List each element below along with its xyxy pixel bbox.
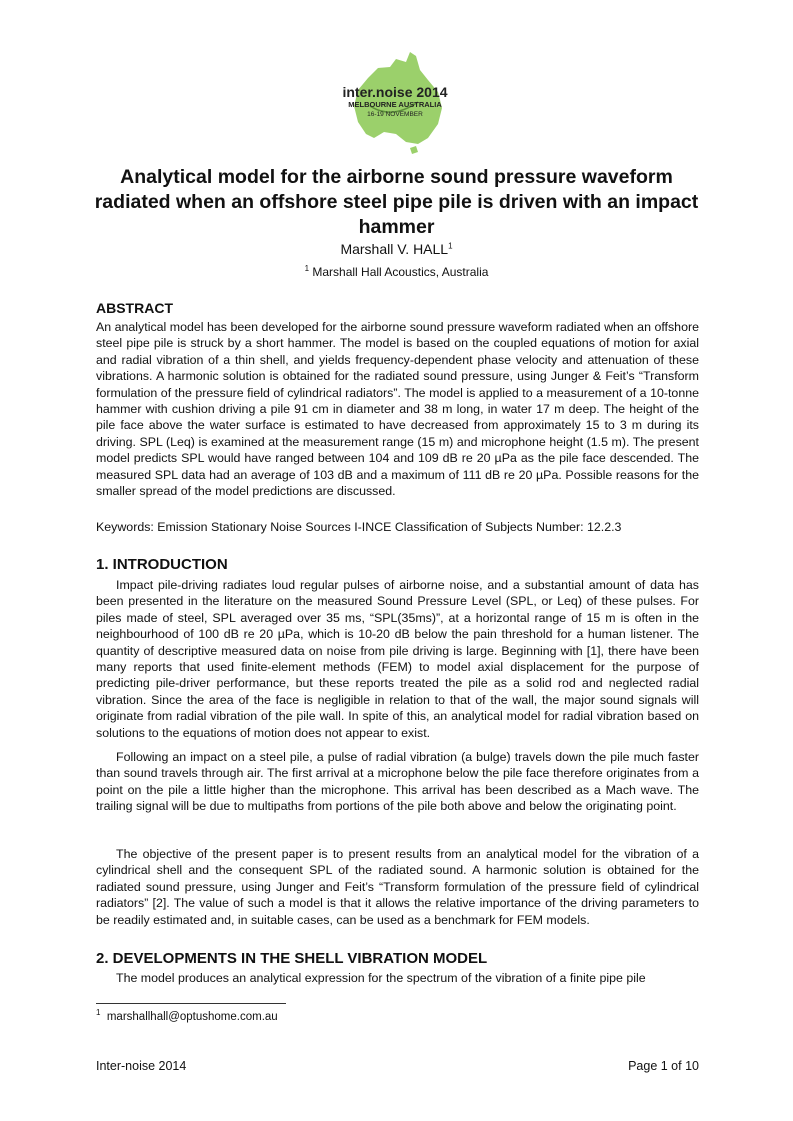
footnote-divider bbox=[96, 1003, 286, 1004]
logo-location-text: MELBOURNE AUSTRALIA bbox=[348, 100, 442, 109]
section-heading-developments: 2. DEVELOPMENTS IN THE SHELL VIBRATION MODEL bbox=[96, 950, 488, 967]
section2-paragraph: The model produces an analytical expression for the spectrum of the vibration of a finite pipe pile bbox=[116, 971, 646, 985]
footer-page-number: Page 1 of 10 bbox=[628, 1059, 699, 1073]
affiliation-superscript: 1 bbox=[304, 264, 310, 273]
australia-map-logo bbox=[330, 40, 460, 165]
affiliation-text: Marshall Hall Acoustics, Australia bbox=[312, 265, 489, 279]
tasmania-shape-icon bbox=[410, 146, 418, 154]
footnote-email-link[interactable]: marshallhall@optushome.com.au bbox=[106, 1011, 278, 1023]
logo-event-text: inter.noise 2014 bbox=[342, 84, 448, 100]
conference-logo bbox=[330, 40, 460, 165]
affiliation-line bbox=[0, 265, 793, 279]
intro-paragraph: Following an impact on a steel pile, a pulse of radial vibration (a bulge) travels down the pile much faster than sound travels through air. The first arrival at a microphone below the pile face therefore originates from a point on the pile a little higher than the microphone. This arrival has been described as a Mach wave. The trailing signal will be due to multipaths from portions of the pile both above and below the originating point. bbox=[96, 750, 699, 814]
keywords: Keywords: Emission Stationary Noise Sources I-INCE Classification of Subjects Number: 12.2.3 bbox=[96, 520, 622, 534]
abstract-heading: ABSTRACT bbox=[96, 300, 173, 316]
author-line bbox=[0, 241, 793, 257]
logo-dates-text: 16-19 NOVEMBER bbox=[367, 111, 423, 118]
author-superscript: 1 bbox=[448, 241, 453, 251]
section-heading-introduction: 1. INTRODUCTION bbox=[96, 556, 228, 573]
paper-title: Analytical model for the airborne sound pressure waveform radiated when an offshore steel pipe pile is driven with an impact hammer bbox=[94, 166, 699, 238]
intro-paragraph: Impact pile-driving radiates loud regular pulses of airborne noise, and a substantial amount of data has been presented in the literature on the measured Sound Pressure Level (SPL, or Leq) of these pulses. For piles made of steel, SPL averaged over 35 ms, “SPL(35ms)”, at a horizontal range of 15 m is often in the neighbourhood of 100 dB re 20 µPa, which is 10-20 dB below the pain threshold for a human listener. The quantity of descriptive measured data on noise from pile driving is large. Beginning with [1], there have been many reports that used finite-element methods (FEM) to model axial displacement for the purpose of predicting pile-driver performance, but these reports treated the pile as a solid rod and neglected radial vibration. Since the area of the face is negligible in relation to that of the wall, the major sound signals will originate from radial vibration of the pile wall. In spite of this, an analytical model for radial vibration based on solutions to the equations of motion does not appear to exist. bbox=[96, 578, 699, 740]
abstract-text: An analytical model has been developed for the airborne sound pressure waveform radiated when an offshore steel pipe pile is struck by a short hammer. The model is based on the coupled equations of motion for axial and radial vibration of a thin shell, and yields frequency-dependent phase velocity and attenuation of these vibrations. A harmonic solution is obtained for the radiated sound pressure, using Junger & Feit’s “Transform formulation of the pressure field of cylindrical radiators”. The model is applied to a measurement of a 10-tonne hammer with cushion driving a pile 91 cm in diameter and 38 m long, in water 17 m deep. The height of the pile face above the water surface is estimated to have decreased from approximately 15 to 3 m during its driving. SPL (Leq) is examined at the measurement range (15 m) and microphone height (1.5 m). The present model predicts SPL would have ranged between 104 and 109 dB re 20 µPa as the pile face descended. The measured SPL data had an average of 103 dB and a maximum of 111 dB re 20 µPa. Possible reasons for the smaller spread of the model predictions are discussed. bbox=[96, 320, 699, 499]
footnote-marker: 1 bbox=[96, 1008, 101, 1018]
author-name: Marshall V. HALL bbox=[340, 241, 449, 257]
footer-conference: Inter-noise 2014 bbox=[96, 1059, 187, 1073]
intro-paragraph: The objective of the present paper is to present results from an analytical model for the vibration of a cylindrical shell and the consequent SPL of the radiated sound. A harmonic solution is obtained for the radiated sound pressure, using Junger and Feit’s “Transform formulation of the pressure field of cylindrical radiators” [2]. The value of such a model is that it allows the relative importance of the driving parameters to be readily estimated and, in suitable cases, can be used as a benchmark for FEM models. bbox=[96, 847, 699, 927]
footnote bbox=[96, 1008, 278, 1023]
